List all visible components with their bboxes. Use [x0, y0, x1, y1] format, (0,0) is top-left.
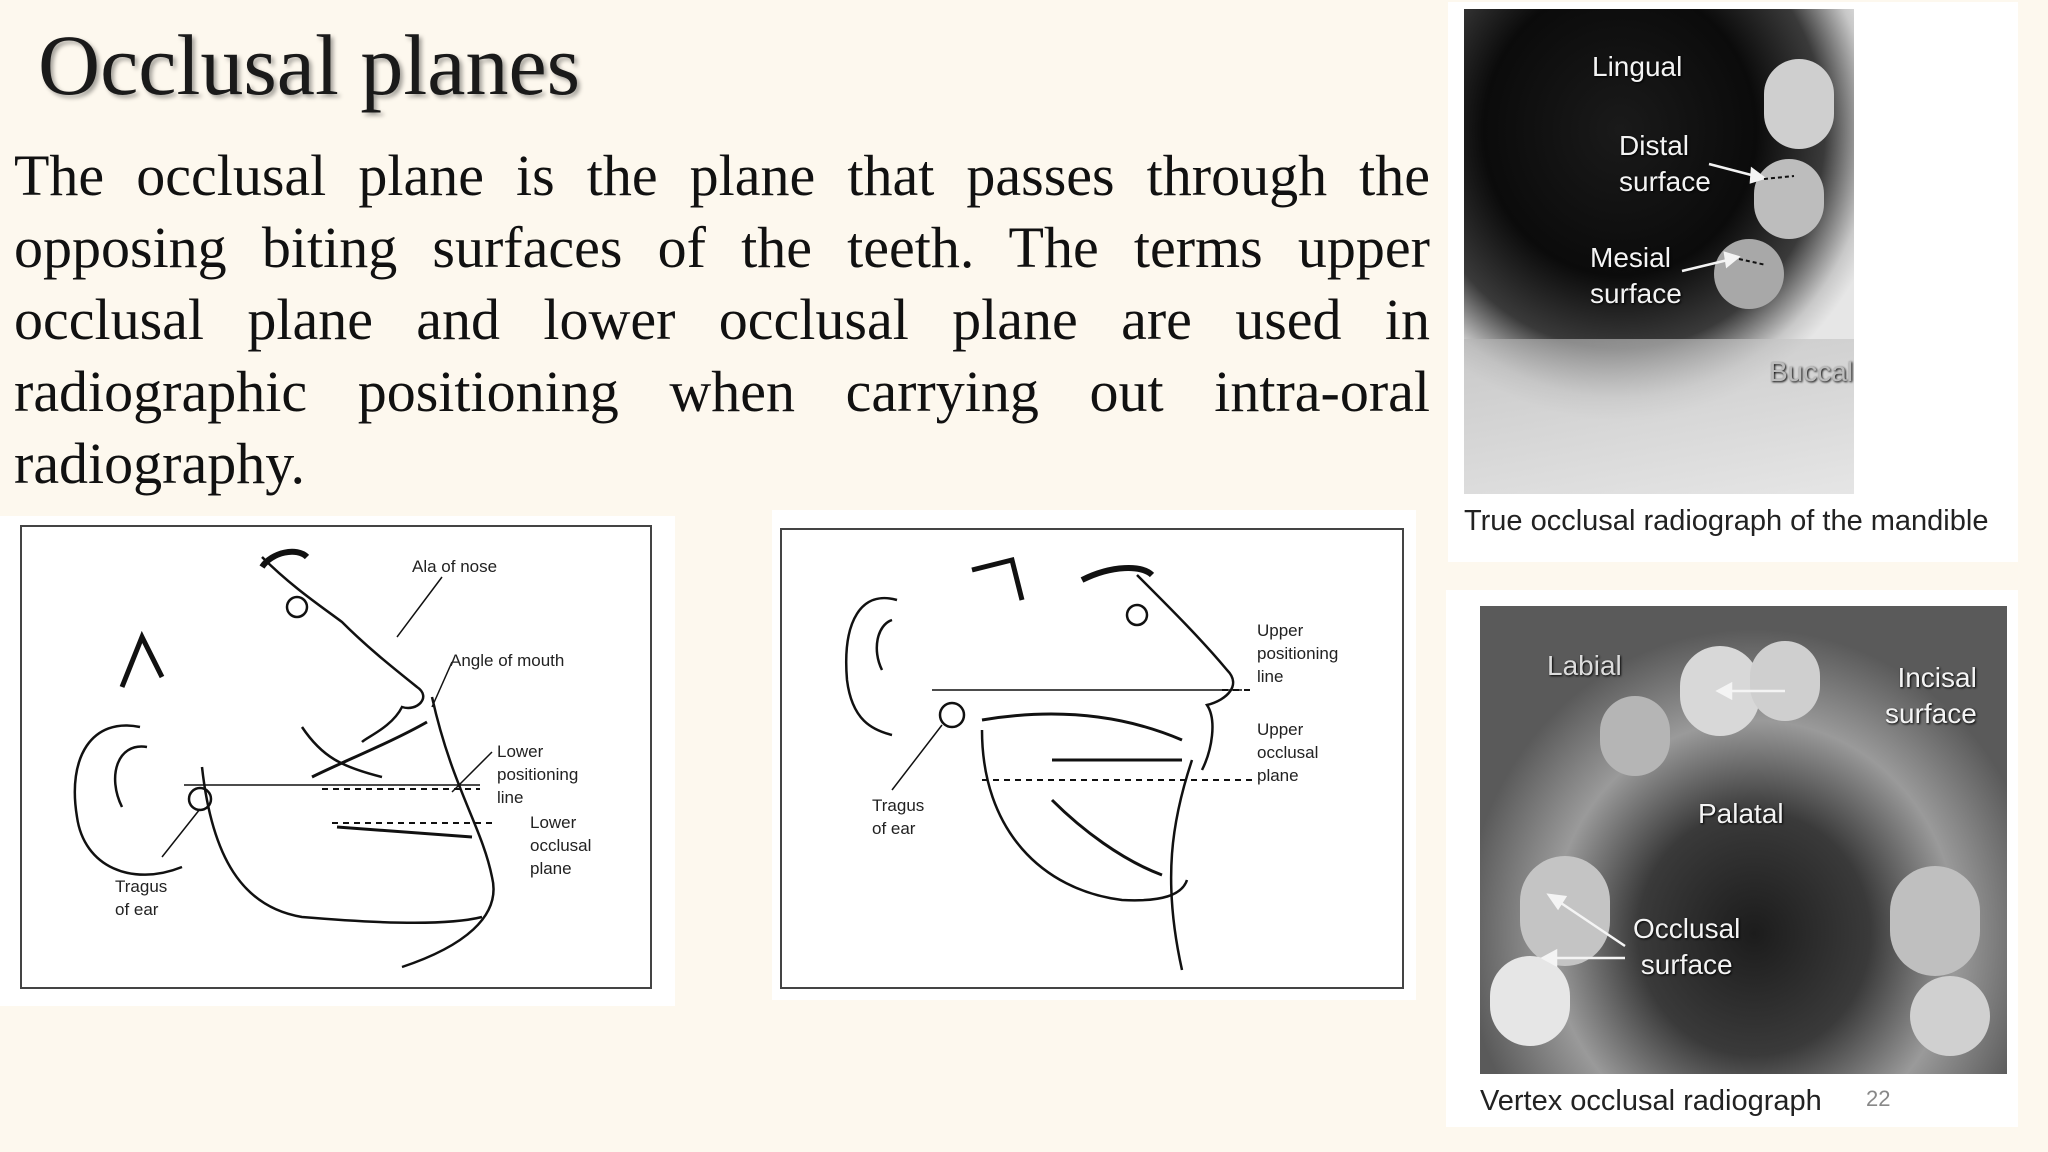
- label-lingual: Lingual: [1592, 51, 1683, 82]
- lower-occlusal-diagram: [20, 525, 652, 989]
- mandible-radiograph-panel: [1448, 2, 2018, 562]
- label-labial: Labial: [1547, 650, 1622, 681]
- label-palatal: Palatal: [1698, 798, 1784, 829]
- slide-title: Occlusal planes: [38, 17, 581, 113]
- label-tragus-of-ear: Tragus of ear: [115, 877, 168, 919]
- lower-occlusal-diagram-panel: [0, 516, 675, 1006]
- label-ala-of-nose: Ala of nose: [412, 557, 498, 576]
- vertex-radiograph-caption: Vertex occlusal radiograph: [1480, 1085, 1822, 1117]
- slide-body-text: The occlusal plane is the plane that passes through the opposing biting surfaces of the teeth. The terms upper occlusal plane and lower occlusal plane are used in radiographic positioning when carrying out intra-oral radiography.: [14, 143, 1430, 496]
- label-lower-positioning-line: Lower positioning line: [497, 742, 579, 807]
- vertex-radiograph-image: [1480, 606, 2007, 1074]
- label-distal-surface: Distal surface: [1619, 130, 1711, 197]
- upper-occlusal-diagram-panel: [772, 510, 1416, 1000]
- mandible-radiograph-caption: True occlusal radiograph of the mandible: [1464, 505, 1989, 537]
- label-buccal: Buccal: [1769, 356, 1854, 387]
- vertex-radiograph-panel: [1446, 590, 2018, 1127]
- label-incisal-surface: Incisal surface: [1885, 662, 1977, 729]
- upper-occlusal-diagram: [780, 528, 1404, 989]
- label-occlusal-surface: Occlusal surface: [1633, 913, 1741, 980]
- label-tragus-of-ear-upper: Tragus of ear: [872, 796, 925, 838]
- label-angle-of-mouth: Angle of mouth: [450, 651, 565, 670]
- label-upper-occlusal-plane: Upper occlusal plane: [1257, 720, 1319, 785]
- label-lower-occlusal-plane: Lower occlusal plane: [530, 813, 592, 878]
- mandible-radiograph-image: [1464, 9, 1854, 494]
- label-mesial-surface: Mesial surface: [1590, 242, 1682, 309]
- label-upper-positioning-line: Upper positioning line: [1257, 621, 1339, 686]
- page-number: 22: [1866, 1086, 1891, 1111]
